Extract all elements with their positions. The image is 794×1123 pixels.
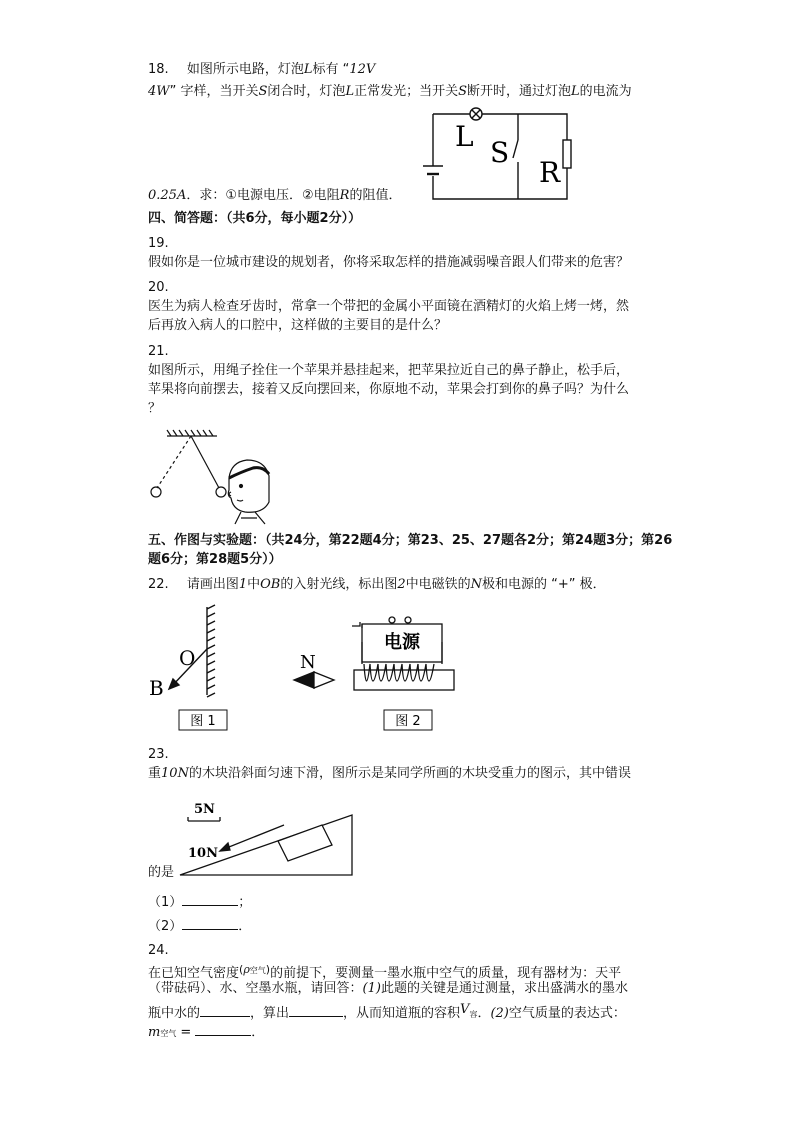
q23-incline-diagram [180,795,360,880]
q23-number: 23. [148,747,169,762]
scale-label: 5N [194,802,215,817]
figure1-caption: 图 1 [190,714,216,729]
resistor-label: R [539,156,561,189]
switch-symbol [513,140,518,158]
section5-line1: 五、作图与实验题：（共24分，第22题4分；第23、25、27题各2分；第24题3分；第26 [148,533,673,548]
q18-line3: 0.25A．求：①电源电压．②电阻R的阻值． [148,188,402,203]
q24-line4: m空气 = ． [148,1025,265,1040]
switch-label: S [490,136,510,169]
q18-line2: 4W” 字样，当开关S闭合时，灯泡L正常发光；当开关S断开时，通过灯泡L的电流为 [148,84,632,99]
q24-line2: （带砝码）、水、空墨水瓶，请回答：(1)此题的关键是通过测量，求出盛满水的墨水 [148,981,628,996]
lamp-label: L [455,120,474,153]
q24-blank3[interactable] [195,1023,251,1036]
q21-line3: ？ [148,401,162,416]
q23-line2: 的是 [148,865,175,880]
label-B: B [149,676,164,700]
q24-blank1[interactable] [200,1004,250,1017]
q18-line1: 18. 如图所示电路，灯泡L标有 “12V [148,62,376,77]
label-N: N [300,652,316,673]
force-arrow [224,825,284,849]
q21-line2: 苹果将向前摆去，接着又反向摆回来，你原地不动，苹果会打到你的鼻子吗？为什么 [148,382,630,397]
compass-needle-dark [294,672,314,688]
q22-figure2-electromagnet [292,612,462,735]
q23-answer2-blank[interactable] [182,917,238,930]
section4-heading: 四、简答题：（共6分，每小题2分）） [148,211,362,226]
q23-line1: 重10N的木块沿斜面匀速下滑，图所示是某同学所画的木块受重力的图示，其中错误 [148,766,631,781]
q19-text: 假如你是一位城市建设的规划者，你将采取怎样的措施减弱噪音跟人们带来的危害？ [148,255,630,270]
apple-start-position [151,487,161,497]
q20-line1: 医生为病人检查牙齿时，常拿一个带把的金属小平面镜在酒精灯的火焰上烤一烤，然 [148,299,630,314]
power-label: 电源 [384,632,420,653]
q22-line: 22. 请画出图1中OB的入射光线，标出图2中电磁铁的N极和电源的 “+” 极． [148,577,606,592]
q21-line1: 如图所示，用绳子拴住一个苹果并悬挂起来，把苹果拉近自己的鼻子静止，松手后， [148,363,630,378]
q24-line3: 瓶中水的 ，算出 ，从而知道瓶的容积V容．(2)空气质量的表达式： [148,1002,626,1021]
q18-number: 18. [148,62,169,77]
q18-circuit-diagram [415,104,580,204]
q20-line2: 后再放入病人的口腔中，这样做的主要目的是什么？ [148,318,448,333]
q21-pendulum-illustration [145,428,285,528]
section5-line2: 题6分；第28题5分）） [148,552,282,567]
q21-number: 21. [148,344,169,359]
q24-line1: 在已知空气密度$^{(\rho 空气)}$的前提下，要测量一墨水瓶中空气的质量，现有器材为：天平 [148,963,622,981]
q22-figure1-mirror [145,605,240,735]
q24-number: 24. [148,943,169,958]
apple-icon [216,487,226,497]
resistor-symbol [563,140,571,168]
q24-blank2[interactable] [289,1004,343,1017]
label-O: O [179,646,196,670]
wooden-block [278,825,332,861]
q20-number: 20. [148,280,169,295]
force-label: 10N [188,846,218,861]
q23-answer1: （1） ； [148,895,252,910]
q22-number: 22. [148,577,169,592]
coil [364,664,434,681]
q23-answer2: （2） ． [148,919,252,934]
q23-answer1-blank[interactable] [182,893,238,906]
figure2-caption: 图 2 [395,714,421,729]
q19-number: 19. [148,236,169,251]
